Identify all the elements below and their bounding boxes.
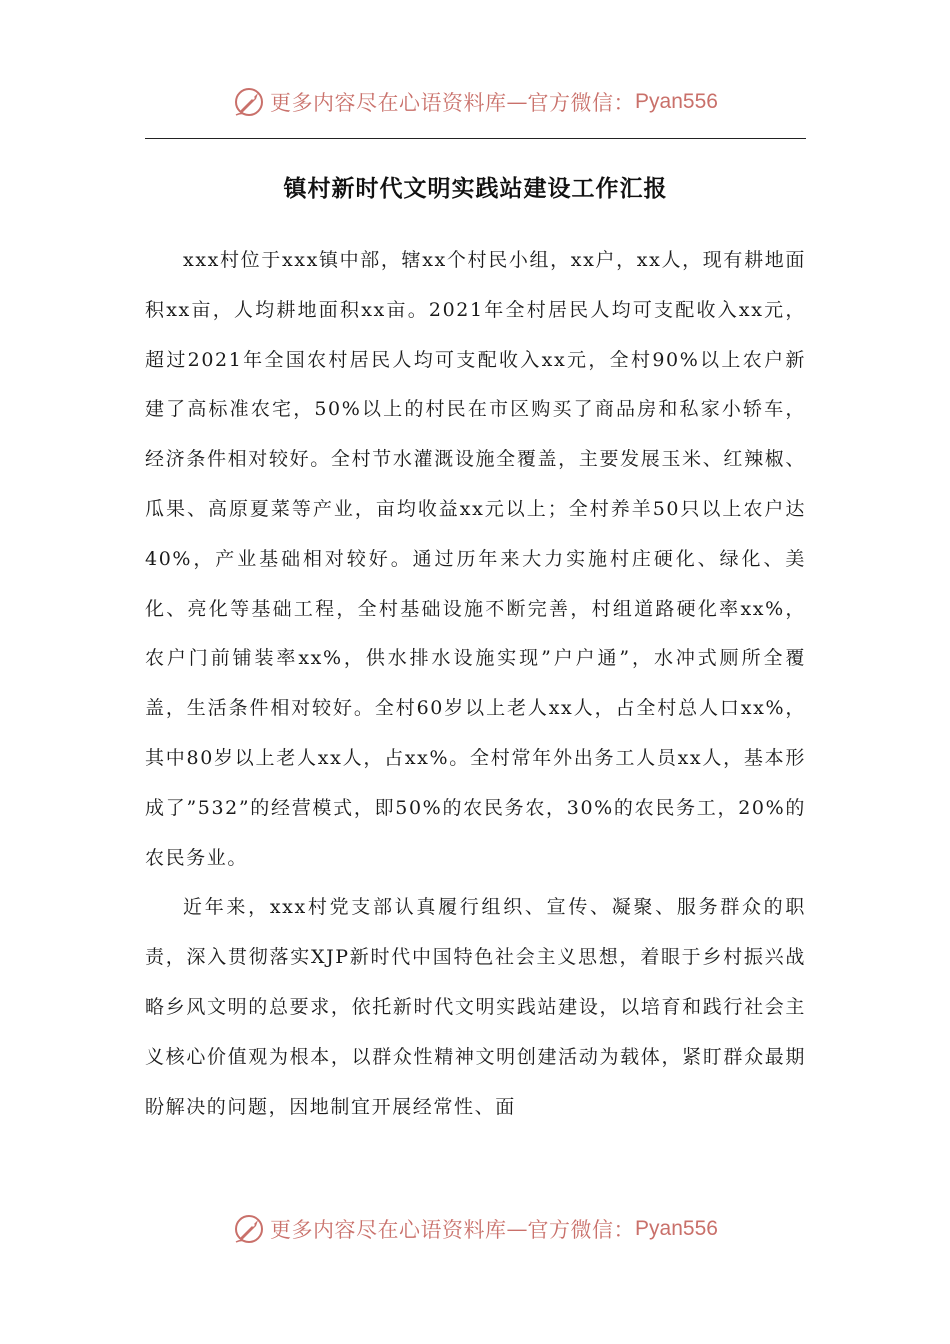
document-title: 镇村新时代文明实践站建设工作汇报 [283,175,668,202]
header-banner [0,82,950,122]
pen-nib-circle-icon [232,1212,266,1246]
paragraph: xxx村位于xxx镇中部，辖xx个村民小组，xx户，xx人，现有耕地面积xx亩，人均耕地面积xx亩。2021年全村居民人均可支配收入xx元，超过2021年全国农村居民人均可支配收入xx元，全村90%以上农户新建了高标准农宅，50%以上的村民在市区购买了商品房和私家小轿车，经济条件相对较好。全村节水灌溉设施全覆盖，主要发展玉米、红辣椒、瓜果、高原夏菜等产业，亩均收益xx元以上；全村养羊50只以上农户达40%，产业基础相对较好。通过历年来大力实施村庄硬化、绿化、美化、亮化等基础工程，全村基础设施不断完善，村组道路硬化率xx%，农户门前铺装率xx%，供水排水设施实现”户户通”，水冲式厕所全覆盖，生活条件相对较好。全村60岁以上老人xx人，占全村总人口xx%，其中80岁以上老人xx人，占xx%。全村常年外出务工人员xx人，基本形成了”532”的经营模式，即50%的农民务农，30%的农民务工，20%的农民务业。 [145,249,806,869]
banner-text: 更多内容尽在心语资料库 [270,91,507,115]
document-body [145,236,806,1132]
banner-text: 更多内容尽在心语资料库 [270,1218,507,1242]
paragraph: 近年来，xxx村党支部认真履行组织、宣传、凝聚、服务群众的职责，深入贯彻落实XJP新时代中国特色社会主义思想，着眼于乡村振兴战略乡风文明的总要求，依托新时代文明实践站建设，以培育和践行社会主义核心价值观为根本，以群众性精神文明创建活动为载体，紧盯群众最期盼解决的问题，因地制宜开展经常性、面 [145,896,806,1118]
pen-nib-circle-icon [232,85,266,119]
banner-wechat-id: Pyan556 [635,90,718,113]
banner-wechat-label: 官方微信： [527,1218,636,1242]
banner-wechat-label: 官方微信： [527,91,636,115]
header-divider [145,138,806,139]
banner-wechat-id: Pyan556 [635,1217,718,1240]
banner-separator: — [506,90,528,114]
banner-separator: — [506,1217,528,1241]
footer-banner [0,1209,950,1249]
